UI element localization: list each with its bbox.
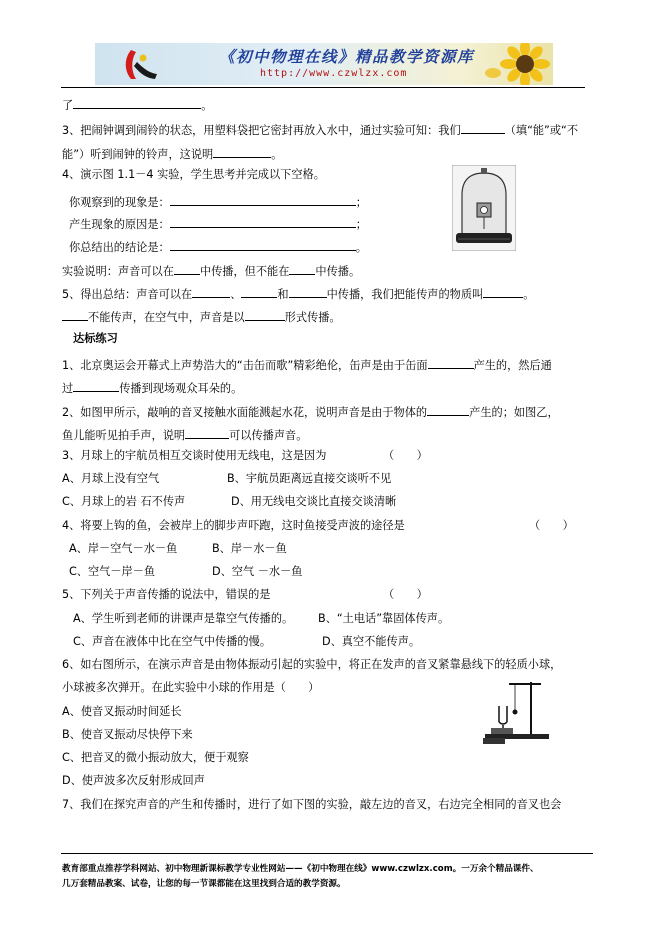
ex5-stem: 5、下列关于声音传播的说法中，错误的是 — [62, 588, 271, 601]
q4-conclusion — [69, 239, 367, 253]
blank — [185, 427, 229, 439]
banner-title: 《初中物理在线》精品教学资源库 — [219, 47, 475, 66]
text: 3、把闹钟调到闹铃的状态，用塑料袋把它密封再放入水中，通过实验可知：我们 — [62, 124, 461, 137]
blank — [213, 146, 271, 158]
blank — [428, 357, 474, 369]
text: 过 — [62, 382, 74, 395]
blank — [73, 380, 119, 392]
text: 。 — [201, 99, 213, 112]
ex6-line2: 小球被多次弹开。在此实验中小球的作用是（ ） — [62, 681, 320, 694]
banner-url[interactable]: http://www.czwlzx.com — [260, 68, 408, 79]
text: 产生的；如图乙， — [469, 406, 559, 419]
text: 2、如图甲所示，敲响的音叉接触水面能溅起水花，说明声音是由于物体的 — [62, 406, 428, 419]
logo-icon — [119, 46, 159, 84]
ex4-option-d: D、空气 －水－鱼 — [212, 565, 303, 578]
blank — [483, 286, 523, 298]
text: 、 — [230, 288, 242, 301]
text: 产生的，然后通 — [473, 359, 552, 372]
blank — [289, 286, 327, 298]
footer-line2: 几万套精品教案、试卷，让您的每一节课都能在这里找到合适的教学资源。 — [62, 879, 346, 889]
text: 5、得出总结：声音可以在 — [62, 288, 193, 301]
experiment-note — [62, 263, 360, 277]
sunflower-icon — [483, 43, 553, 85]
text: 中传播，但不能在 — [199, 265, 290, 278]
footer-line1: 教育部重点推荐学科网站、初中物理新课标教学专业性网站——《初中物理在线》www.czwlzx.com。一万余个精品课件、 — [62, 864, 539, 874]
text: 能”）听到闹钟的铃声，这说明 — [62, 148, 214, 161]
bell-jar-figure — [452, 165, 516, 251]
q4-cause — [69, 216, 367, 230]
ex3-option-b: B、宇航员距离远直接交谈听不见 — [227, 472, 392, 485]
ex3-option-c: C、月球上的岩 石不传声 — [62, 495, 186, 508]
text: 。 — [355, 241, 367, 254]
ex6-option-d: D、使声波多次反射形成回声 — [62, 774, 205, 787]
ex2-line1 — [62, 404, 559, 418]
text: （填“能”或“不 — [504, 124, 579, 137]
ex2-line2 — [62, 427, 307, 441]
text: 你总结出的结论是： — [69, 241, 170, 254]
text: 不能传声，在空气中，声音是以 — [88, 311, 245, 324]
footer-rule — [61, 853, 593, 854]
blank — [73, 97, 201, 109]
header-rule — [61, 87, 585, 88]
text: 形式传播。 — [284, 311, 341, 324]
blank — [174, 263, 200, 275]
ex3-answer-paren: （ ） — [383, 449, 428, 462]
ex1-line1 — [62, 357, 552, 371]
ex6-option-b: B、使音叉振动尽快停下来 — [62, 728, 193, 741]
ex4-option-c: C、空气－岸－鱼 — [69, 565, 156, 578]
q5-line2 — [62, 309, 341, 323]
q4-observe — [69, 194, 367, 208]
line-cont — [62, 97, 212, 111]
text: 中传播，我们把能传声的物质叫 — [326, 288, 484, 301]
blank — [62, 309, 88, 321]
q3-line2 — [62, 146, 282, 160]
text: 。 — [523, 288, 535, 301]
ex4-option-a: A、岸－空气－水－鱼 — [69, 542, 178, 555]
ex6-option-a: A、使音叉振动时间延长 — [62, 705, 182, 718]
ex3-option-a: A、月球上没有空气 — [62, 472, 160, 485]
ex4-answer-paren: （ ） — [529, 519, 574, 532]
ex7-line1: 7、我们在探究声音的产生和传播时，进行了如下图的实验，敲左边的音叉，右边完全相同的音叉也会 — [62, 798, 562, 811]
header-banner — [95, 43, 553, 85]
text: 了 — [62, 99, 74, 112]
ex4-option-b: B、岸－水－鱼 — [212, 542, 287, 555]
text: 中传播。 — [315, 265, 361, 278]
blank — [170, 239, 356, 251]
text: 传播到现场观众耳朵的。 — [119, 382, 243, 395]
blank — [192, 286, 230, 298]
ex5-option-a: A、学生听到老师的讲课声是靠空气传播的。 — [73, 612, 294, 625]
q3-line1 — [62, 122, 578, 136]
blank — [289, 263, 315, 275]
text: 鱼儿能听见拍手声，说明 — [62, 429, 186, 442]
q5-line1 — [62, 286, 534, 300]
text: 你观察到的现象是： — [69, 196, 170, 209]
text: 和 — [277, 288, 289, 301]
ex5-answer-paren: （ ） — [383, 588, 428, 601]
ex5-option-b: B、“土电话”靠固体传声。 — [318, 612, 450, 625]
text: ； — [355, 196, 367, 209]
blank — [170, 216, 356, 228]
text: 1、北京奥运会开幕式上声势浩大的“击缶而歌”精彩绝伦，缶声是由于缶面 — [62, 359, 428, 372]
ex3-option-d: D、用无线电交谈比直接交谈清晰 — [231, 495, 397, 508]
q4-title: 4、演示图 1.1－4 实验，学生思考并完成以下空格。 — [62, 168, 325, 181]
text: 。 — [271, 148, 283, 161]
blank — [427, 404, 469, 416]
ex6-line1: 6、如右图所示，在演示声音是由物体振动引起的实验中，将正在发声的音叉紧靠悬线下的轻质小球， — [62, 658, 562, 671]
ex3-stem: 3、月球上的宇航员相互交谈时使用无线电，这是因为 — [62, 449, 327, 462]
blank — [461, 122, 505, 134]
tuning-fork-figure — [479, 676, 555, 746]
text: ； — [355, 218, 367, 231]
text: 产生现象的原因是： — [69, 218, 170, 231]
text: 实验说明：声音可以在 — [62, 265, 174, 278]
ex1-line2 — [62, 380, 242, 394]
ex5-option-d: D、真空不能传声。 — [322, 635, 421, 648]
blank — [245, 309, 285, 321]
ex5-option-c: C、声音在液体中比在空气中传播的慢。 — [73, 635, 272, 648]
blank — [170, 194, 356, 206]
section-heading: 达标练习 — [73, 332, 118, 345]
blank — [241, 286, 277, 298]
ex6-option-c: C、把音叉的微小振动放大，便于观察 — [62, 751, 249, 764]
ex4-stem: 4、将要上钩的鱼，会被岸上的脚步声吓跑，这时鱼接受声波的途径是 — [62, 519, 405, 532]
text: 可以传播声音。 — [229, 429, 308, 442]
